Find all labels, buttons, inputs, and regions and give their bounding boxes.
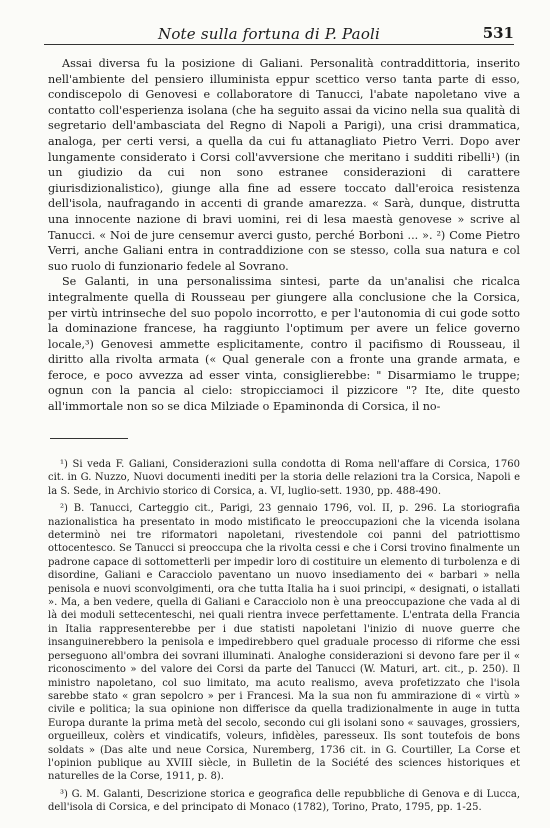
body-paragraph-1: Assai diversa fu la posizione di Galiani. Personalità contraddittoria, inserito nell'ambiente del pensiero illuminista eppur scettico verso tanta parte di esso, condiscepolo di Genovesi e collaboratore di Tanucci, l'abate napoletano vive a contatto coll'esperienza isolana (che ha seguito assai da vicino nella sua qualità di segretario dell'ambasciata del Regno di Napoli a Parigi), una crisi drammatica, analoga, per certi versi, a quella da cui fu attanagliato Pietro Verri. Dopo aver lungamente considerato i Corsi coll'avversione che meritano i sudditi ribelli¹) (in un giudizio da cui non sono estranee considerazioni di carattere giurisdizionalistico), giunge alla fine ad essere toccato dall'eroica resistenza dell'isola, naufragando in accenti di grande amarezza. « Sarà, dunque, distrutta una innocente nazione di bravi uomini, rei di lesa maestà genovese » scrive al Tanucci. « Noi de jure censemur averci gusto, perché Borboni ... ». ²) Come Pietro Verri, anche Galiani entra in contraddizione con se stesso, colla sua natura e col suo ruolo di funzionario fedele al Sovrano. [48,57,520,273]
running-header [44,23,514,45]
footnote-rule [50,438,128,439]
main-text [48,56,520,415]
running-title: Note sulla fortuna di P. Paoli [158,25,381,43]
body-paragraph-2: Se Galanti, in una personalissima sintesi, parte da un'analisi che ricalca integralmente quella di Rousseau per giungere alla conclusione che la Corsica, per virtù intrinseche del suo popolo incorrotto, e per l'autonomia di cui gode sotto la dominazione francese, ha raggiunto l'optimum per avere un felice governo locale,³) Genovesi ammette esplicitamente, contro il pacifismo di Rousseau, il diritto alla rivolta armata (« Qual generale con a fronte una grande armata, e feroce, e poco avvezza ad esser vinta, consiglierebbe: " Disarmiamo le truppe; ognun con la pancia al cielo: stropicciamoci il pizzicore "? Ite, dite questo all'immortale non so se dica Milziade o Epaminonda di Corsica, il no- [48,275,520,414]
footnotes [48,458,520,815]
footnote-1: ¹) Si veda F. Galiani, Considerazioni sulla condotta di Roma nell'affare di Corsica, 1760 cit. in G. Nuzzo, Nuovi documenti inediti per la storia delle relazioni tra la Corsica, Napoli e la S. Sede, in Archivio storico di Corsica, a. VI, luglio-sett. 1930, pp. 488-490. [48,459,520,497]
footnote-3: ³) G. M. Galanti, Descrizione storica e geografica delle repubbliche di Genova e di Lucca, dell'isola di Corsica, e del principato di Monaco (1782), Torino, Prato, 1795, pp. 1-25. [48,788,520,814]
page-number: 531 [482,24,514,42]
header-rule [44,44,514,45]
footnote-2: ²) B. Tanucci, Carteggio cit., Parigi, 23 gennaio 1796, vol. II, p. 296. La storiografia nazionalistica ha presentato in modo mistificato le preoccupazioni che la vicenda isolana determinò nei tre riformatori napoletani, rivestendole coi panni del patriottismo ottocentesco. Se Tanucci si preoccupa che la rivolta cessi e che i Corsi trovino finalmente un padrone capace di sottometterli per impedir loro di costituire un elemento di turbolenza e di disordine, Galiani e Caracciolo paventano un nuovo insediamento dei « barbari » nella penisola e nuovi sconvolgimenti, ora che tutta Italia ha i suoi principi, « designati, o istallati ». Ma, a ben vedere, quella di Galiani e Caracciolo non è una preoccupazione che vada al di là dei moduli settecenteschi, nei quali rientra invece perfettamente. L'entrata della Francia in Italia rappresenterebbe per i due statisti napoletani l'inizio di nuove guerre che insanguinerebbero la penisola e impedirebbero quel graduale processo di riforme che essi perseguono all'ombra dei sovrani illuminati. Analoghe considerazioni si devono fare per il « riconoscimento » del valore dei Corsi da parte del Tanucci (W. Maturi, art. cit., p. 250). Il ministro napoletano, col suo limitato, ma acuto realismo, aveva profetizzato che l'isola sarebbe stato « gran sepolcro » per i Francesi. Ma la sua non fu ammirazione di « virtù » civile e politica; la sua opinione non differisce da quella tradizionalmente in auge in tutta Europa durante la prima metà del secolo, secondo cui gli isolani sono « sauvages, grossiers, orgueilleux, colèrs et vindicatifs, voleurs, infidèles, paresseux. Ils sont toutefois de bons soldats » (Das alte und neue Corsica, Nuremberg, 1736 cit. in G. Courtiller, La Corse et l'opinion publique au XVIII siècle, in Bulletin de la Société des sciences historiques et naturelles de la Corse, 1911, p. 8). [48,503,520,783]
